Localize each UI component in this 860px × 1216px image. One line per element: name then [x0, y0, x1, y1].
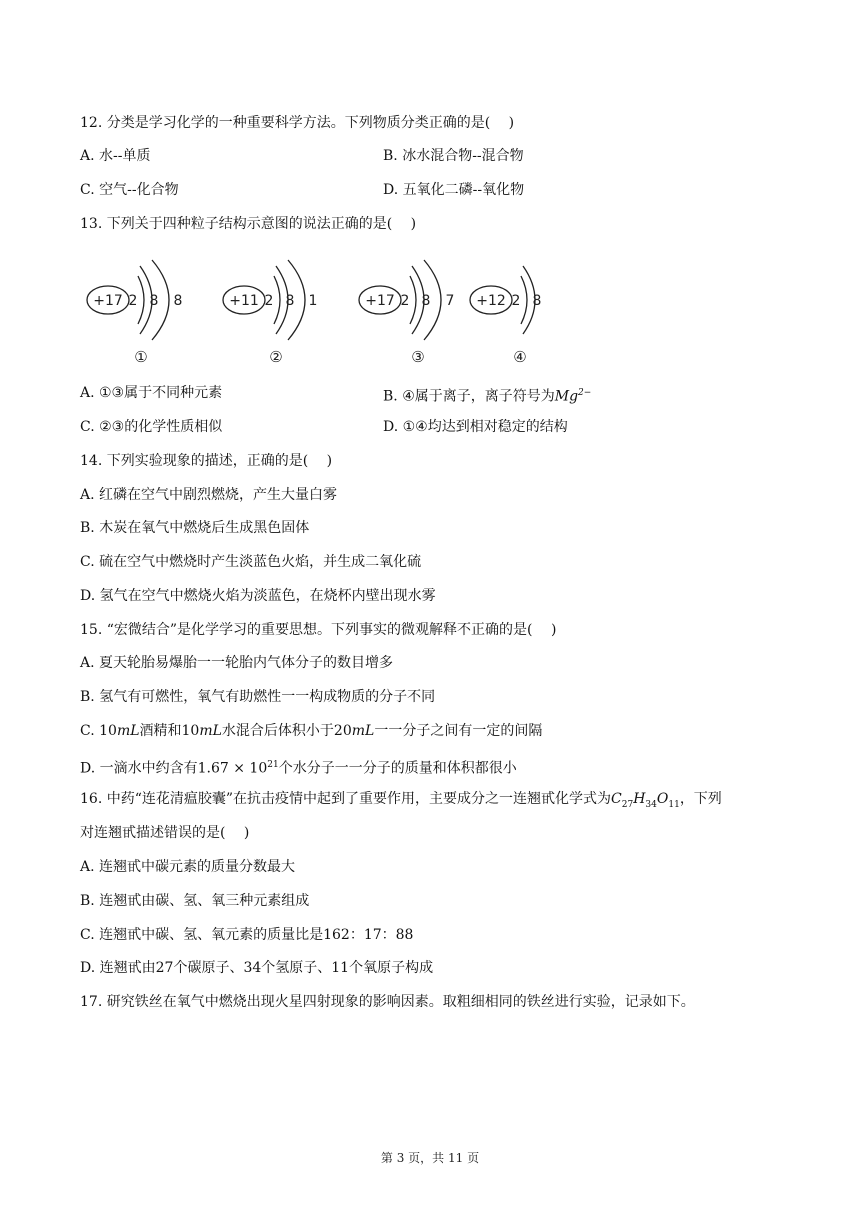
particle-2-label: ②: [269, 348, 283, 366]
particle-2-nucleus: +11: [229, 293, 259, 309]
q15-c-part-1: C. 10: [80, 723, 117, 739]
particle-4-nucleus: +12: [476, 293, 506, 309]
formula-carbon: C: [611, 791, 622, 807]
q16-stem-part-2: ，下列: [679, 791, 722, 807]
q14-option-c: C. 硫在空气中燃烧时产生淡蓝色火焰，并生成二氧化硫: [80, 554, 422, 570]
q15-option-b: B. 氢气有可燃性，氧气有助燃性一一构成物质的分子不同: [80, 689, 436, 705]
particle-3-shell-3: 7: [445, 293, 455, 309]
formula-carbon-count: 27: [621, 799, 634, 810]
q16-option-a: A. 连翘甙中碳元素的质量分数最大: [80, 859, 296, 875]
q12-option-a: A. 水--单质: [80, 148, 151, 164]
particle-1-shell-3: 8: [173, 293, 183, 309]
particle-3-label: ③: [411, 348, 425, 366]
particle-1-shell-2: 8: [149, 293, 159, 309]
q15-option-d: [80, 755, 517, 779]
magnesium-ion-symbol: Mg: [554, 388, 579, 405]
formula-oxygen-count: 11: [668, 799, 680, 810]
q15-c-unit-1: mL: [116, 723, 140, 739]
q13-option-d: D. ①④均达到相对稳定的结构: [383, 419, 568, 435]
q15-option-a: A. 夏天轮胎易爆胎一一轮胎内气体分子的数目增多: [80, 655, 394, 671]
question-12-stem: 12. 分类是学习化学的一种重要科学方法。下列物质分类正确的是( ): [80, 115, 515, 131]
particle-1-nucleus: +17: [93, 293, 123, 309]
particle-structure-diagrams: [80, 248, 600, 370]
q12-option-d: D. 五氧化二磷--氧化物: [383, 182, 525, 198]
q13-option-b-text: B. ④属于离子，离子符号为: [383, 388, 555, 405]
question-16-stem: [80, 789, 722, 815]
q16-stem-part-1: 16. 中药“连花清瘟胶囊”在抗击疫情中起到了重要作用，主要成分之一连翘甙化学式为: [80, 791, 612, 807]
question-17-stem: 17. 研究铁丝在氧气中燃烧出现火星四射现象的影响因素。取粗细相同的铁丝进行实验，记录如下。: [80, 994, 695, 1010]
particle-3-shell-1: 2: [400, 293, 410, 309]
q15-option-c: [80, 721, 542, 741]
particle-3-shell-2: 8: [421, 293, 431, 309]
question-14-stem: 14. 下列实验现象的描述，正确的是( ): [80, 453, 333, 469]
q13-option-a: A. ①③属于不同种元素: [80, 385, 223, 401]
page-number-footer: 第 3 页，共 11 页: [380, 1151, 480, 1165]
q15-c-part-2: 酒精和10: [139, 723, 200, 739]
q15-d-exponent: 21: [267, 760, 279, 770]
question-13-stem: 13. 下列关于四种粒子结构示意图的说法正确的是( ): [80, 216, 417, 232]
q16-option-c: C. 连翘甙中碳、氢、氧元素的质量比是162：17：88: [80, 927, 414, 943]
q15-c-unit-3: mL: [351, 723, 375, 739]
question-15-stem: 15. “宏微结合”是化学学习的重要思想。下列事实的微观解释不正确的是( ): [80, 622, 557, 638]
particle-3-nucleus: +17: [365, 293, 395, 309]
q16-option-d: D. 连翘甙由27个碳原子、34个氢原子、11个氧原子构成: [80, 960, 434, 976]
q15-c-part-4: 一一分子之间有一定的间隔: [374, 723, 543, 739]
q16-option-b: B. 连翘甙由碳、氢、氧三种元素组成: [80, 893, 310, 909]
particle-2-shell-1: 2: [264, 293, 274, 309]
q15-c-unit-2: mL: [199, 723, 222, 739]
formula-oxygen: O: [656, 791, 669, 807]
particle-4-label: ④: [513, 348, 527, 366]
q12-option-b: B. 冰水混合物--混合物: [383, 148, 524, 164]
particle-1-shell-1: 2: [128, 293, 138, 309]
particle-4-shell-1: 2: [511, 293, 521, 309]
question-16-stem-line-2: 对连翘甙描述错误的是( ): [80, 825, 250, 841]
particle-2-shell-3: 1: [308, 293, 318, 309]
q15-c-part-3: 水混合后体积小于20: [221, 723, 352, 739]
particle-1-label: ①: [134, 348, 148, 366]
q14-option-a: A. 红磷在空气中剧烈燃烧，产生大量白雾: [80, 487, 338, 503]
q14-option-d: D. 氢气在空气中燃烧火焰为淡蓝色，在烧杯内壁出现水雾: [80, 588, 436, 604]
formula-hydrogen-count: 34: [645, 799, 657, 810]
q14-option-b: B. 木炭在氧气中燃烧后生成黑色固体: [80, 520, 310, 536]
particle-2-shell-2: 8: [285, 293, 295, 309]
q15-d-part-2: 个水分子一一分子的质量和体积都很小: [278, 760, 517, 777]
formula-hydrogen: H: [633, 791, 646, 807]
q13-option-b: [383, 383, 591, 407]
q12-option-c: C. 空气--化合物: [80, 182, 179, 198]
ion-charge: 2−: [578, 388, 592, 398]
q15-d-part-1: D. 一滴水中约含有1.67 × 10: [80, 760, 268, 777]
q13-option-c: C. ②③的化学性质相似: [80, 419, 223, 435]
particle-4-shell-2: 8: [532, 293, 542, 309]
